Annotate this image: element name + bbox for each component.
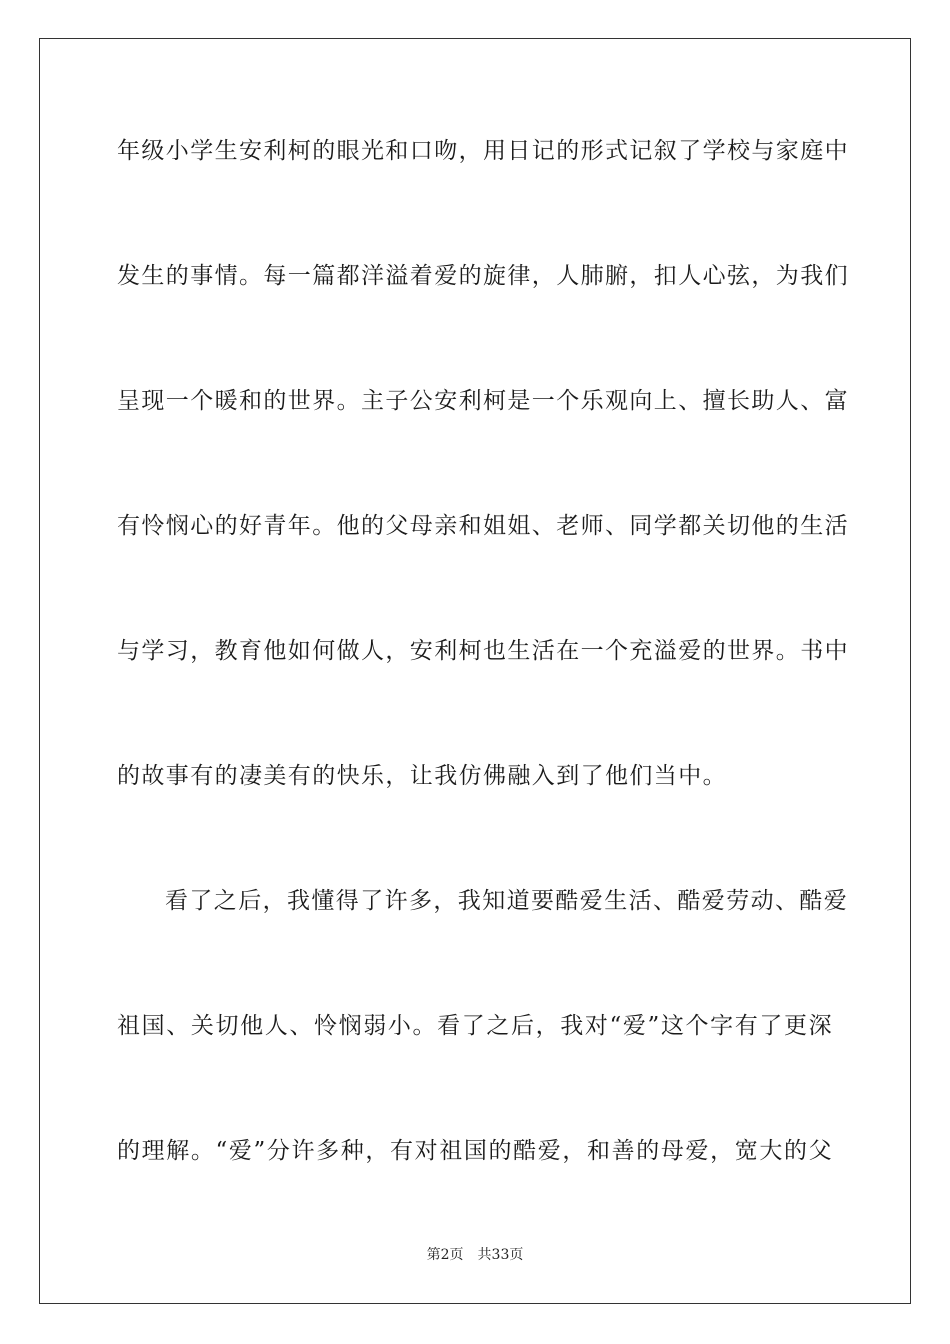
text-line: 年级小学生安利柯的眼光和口吻，用日记的形式记叙了学校与家庭中 [117, 138, 849, 164]
text-line: 与学习，教育他如何做人，安利柯也生活在一个充溢爱的世界。书中 [117, 638, 849, 664]
text-line: 的故事有的凄美有的快乐，让我仿佛融入到了他们当中。 [117, 763, 727, 789]
page-number: 第2页 [426, 1247, 464, 1263]
text-line: 发生的事情。每一篇都洋溢着爱的旋律，人肺腑，扣人心弦，为我们 [117, 263, 849, 289]
text-line: 有怜悯心的好青年。他的父母亲和姐姐、老师、同学都关切他的生活 [117, 513, 849, 539]
text-line: 呈现一个暖和的世界。主子公安利柯是一个乐观向上、擅长助人、富 [117, 388, 849, 414]
text-line: 祖国、关切他人、怜悯弱小。看了之后，我对“爱”这个字有了更深 [117, 1013, 833, 1039]
text-line: 的理解。“爱”分许多种，有对祖国的酷爱，和善的母爱，宽大的父 [117, 1138, 833, 1164]
document-body [117, 128, 849, 1253]
page-total: 共33页 [477, 1247, 524, 1263]
paragraph-first-line: 看了之后，我懂得了许多，我知道要酷爱生活、酷爱劳动、酷爱 [165, 888, 849, 914]
page-footer [0, 1244, 950, 1264]
